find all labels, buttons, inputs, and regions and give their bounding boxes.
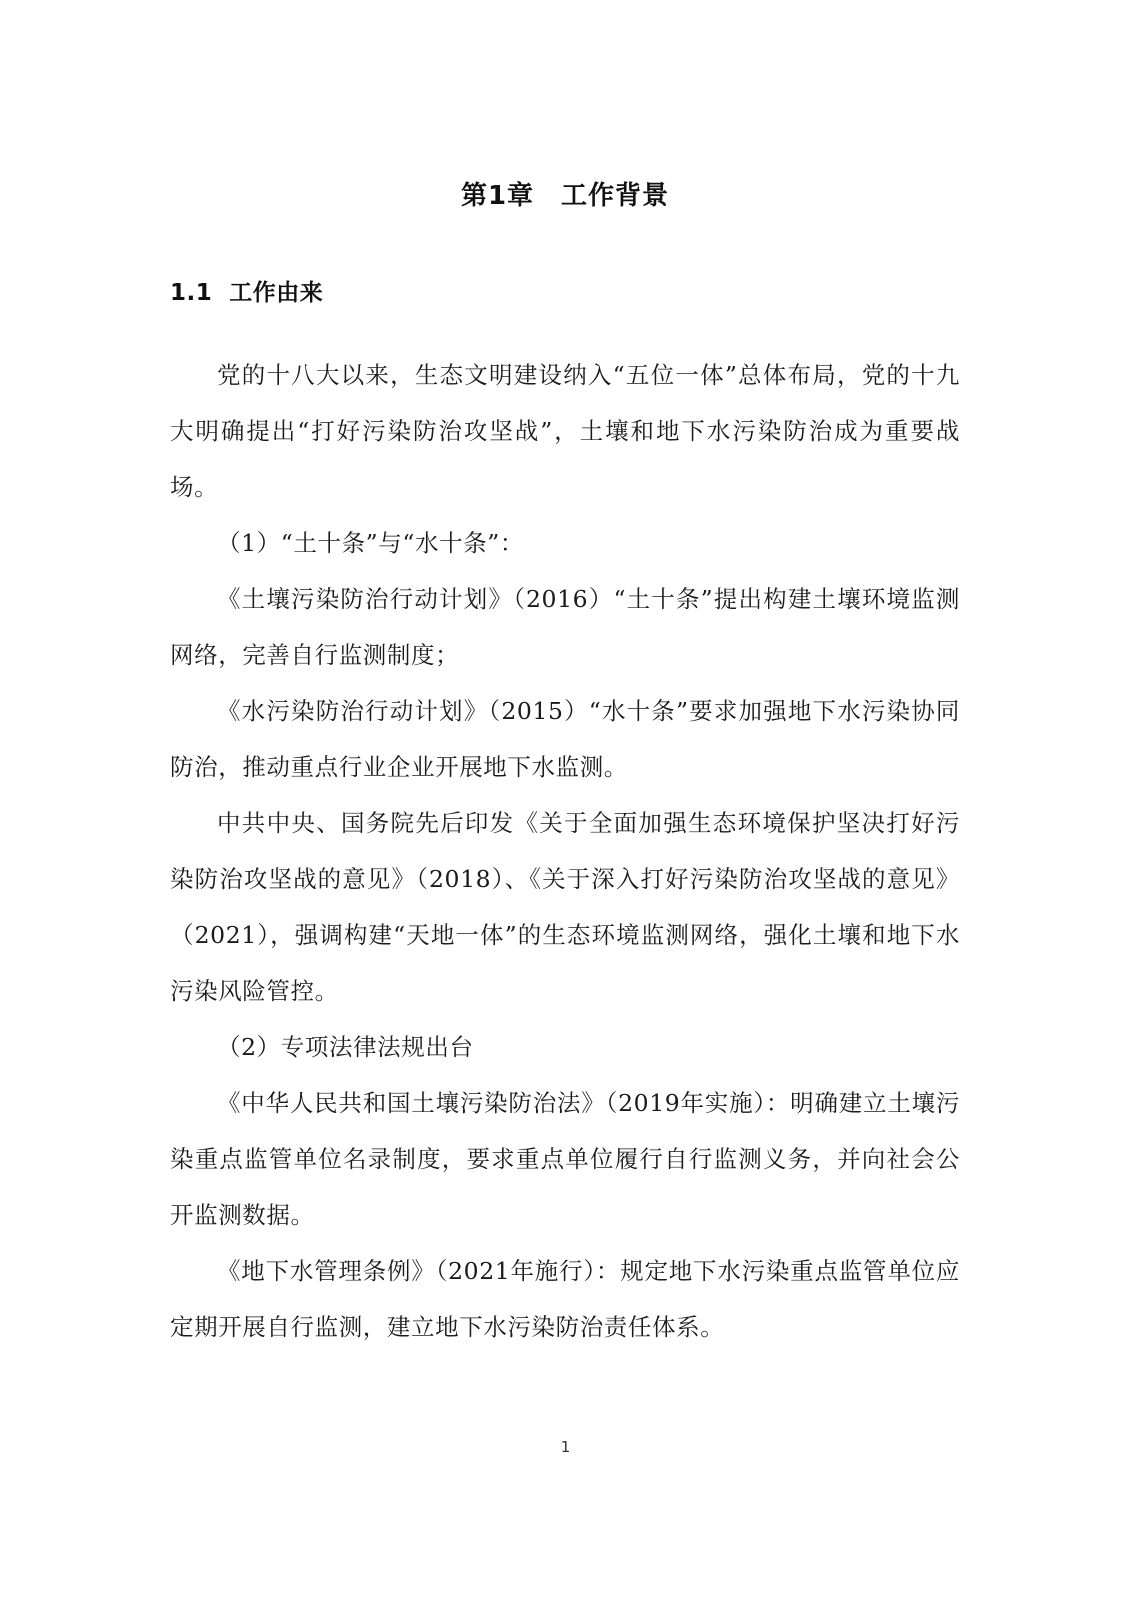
paragraph: 《土壤污染防治行动计划》（2016）“土十条”提出构建土壤环境监测网络，完善自行监测制度； bbox=[170, 585, 960, 669]
chapter-title: 第1章 工作背景 bbox=[460, 181, 670, 211]
section-title: 1.1 工作由来 bbox=[170, 280, 324, 306]
paragraph: 《水污染防治行动计划》（2015）“水十条”要求加强地下水污染协同防治，推动重点行业企业开展地下水监测。 bbox=[170, 697, 960, 781]
page-content bbox=[170, 0, 960, 1355]
body-text bbox=[170, 347, 960, 1355]
paragraph: 《地下水管理条例》（2021年施行）：规定地下水污染重点监管单位应定期开展自行监测，建立地下水污染防治责任体系。 bbox=[170, 1257, 960, 1341]
paragraph: 中共中央、国务院先后印发《关于全面加强生态环境保护坚决打好污染防治攻坚战的意见》（2018）、《关于深入打好污染防治攻坚战的意见》（2021），强调构建“天地一体”的生态环境监测网络，强化土壤和地下水污染风险管控。 bbox=[170, 809, 960, 1005]
paragraph: 党的十八大以来，生态文明建设纳入“五位一体”总体布局，党的十九大明确提出“打好污染防治攻坚战”，土壤和地下水污染防治成为重要战场。 bbox=[170, 361, 960, 501]
paragraph: （1）“土十条”与“水十条”： bbox=[217, 529, 525, 557]
page-number: 1 bbox=[560, 1438, 571, 1456]
paragraph: 《中华人民共和国土壤污染防治法》（2019年实施）：明确建立土壤污染重点监管单位名录制度，要求重点单位履行自行监测义务，并向社会公开监测数据。 bbox=[170, 1089, 960, 1229]
paragraph: （2）专项法律法规出台 bbox=[217, 1033, 474, 1061]
